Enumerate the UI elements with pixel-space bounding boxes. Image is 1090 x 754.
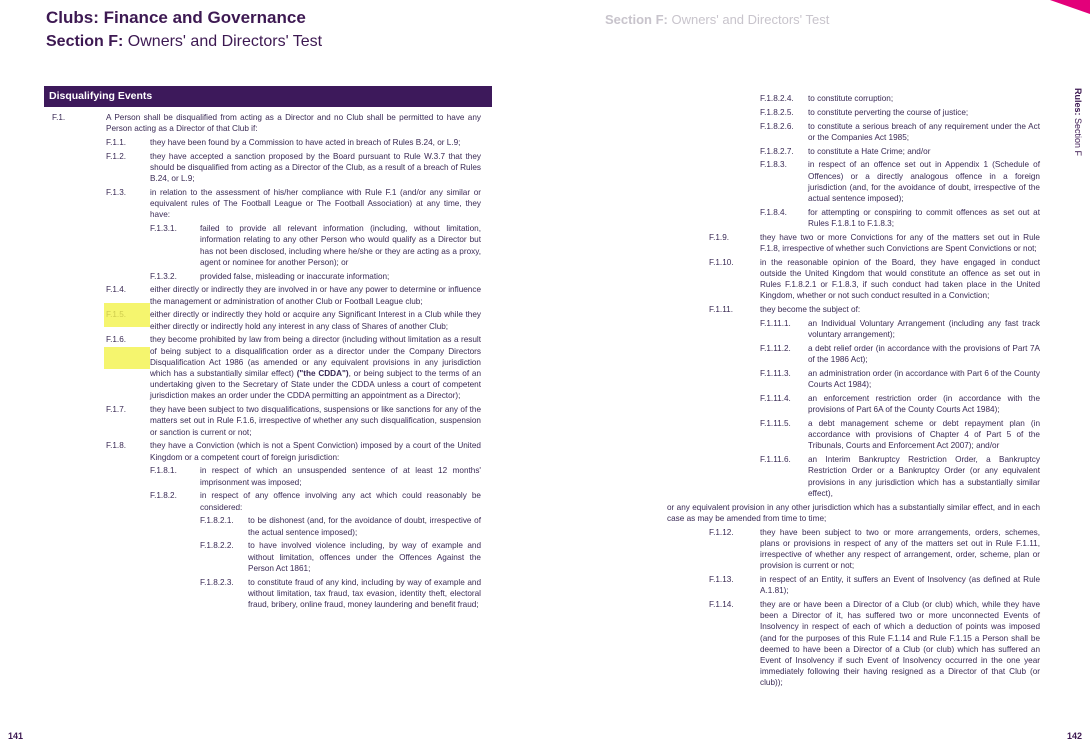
highlight-f-1-4 xyxy=(104,303,150,327)
clause-number: F.1.8.2.4. xyxy=(760,94,794,103)
clause-number: F.1.11.3. xyxy=(760,369,791,378)
clause-text-main: in respect of an Entity, it suffers an Event of Insolvency (as defined at Rule A.1.81); xyxy=(760,575,1040,596)
clause-text-main: to constitute fraud of any kind, including by way of example and without limitation, tax fraud, tax evasion, identity theft, electoral fraud, bribery, online fraud, money laundering and benefit fraud; xyxy=(248,577,481,610)
clause-row xyxy=(52,223,481,268)
right-section-name: Owners' and Directors' Test xyxy=(671,12,830,27)
clause-text-main: in relation to the assessment of his/her compliance with Rule F.1 (and/or any similar or equivalent rules of The Football League or The Football Association) at any time, they have: xyxy=(150,188,481,220)
clause-text xyxy=(808,454,1040,499)
clause-number: F.1.11.1. xyxy=(760,319,791,328)
clause-number: F.1.9. xyxy=(709,232,730,242)
clause-number: F.1.13. xyxy=(709,575,734,585)
clause-text xyxy=(760,232,1040,254)
clause-number: F.1.12. xyxy=(709,527,734,537)
clause-row xyxy=(667,502,1040,524)
clause-text-main: an Individual Voluntary Arrangement (including any fast track voluntary arrangement); xyxy=(808,319,1040,340)
clause-text xyxy=(248,577,481,611)
clause-row xyxy=(667,599,1040,689)
clause-number: F.1.11.5. xyxy=(760,419,791,428)
clause-text xyxy=(808,318,1040,340)
clause-row xyxy=(667,318,1040,340)
right-section-prefix: Section F: xyxy=(605,12,668,27)
clause-number: F.1.8.2.3. xyxy=(200,577,234,587)
page-number-right: 142 xyxy=(1066,731,1082,741)
clause-number: F.1.14. xyxy=(709,600,734,610)
clause-number: F.1.8.2.5. xyxy=(760,107,794,117)
clause-row xyxy=(667,146,1040,157)
clause-number: F.1.8.2.1. xyxy=(200,516,234,526)
section-heading xyxy=(46,33,322,51)
clause-text xyxy=(760,527,1040,572)
clause-row xyxy=(667,343,1040,365)
clause-row xyxy=(52,151,481,185)
clause-text xyxy=(808,93,1040,104)
clause-row xyxy=(667,207,1040,229)
clause-number: F.1.8.4. xyxy=(760,207,787,217)
clause-text-main: in respect of an offence set out in Appendix 1 (Schedule of Offences) or a directly analogous offence in a foreign jurisdiction (and, for the avoidance of doubt, irrespective of the actual sentence imposed); xyxy=(808,160,1040,203)
clause-number: F.1.10. xyxy=(709,257,734,267)
clause-number: F.1.8.1. xyxy=(150,466,177,476)
clause-number: F.1.8. xyxy=(106,441,127,451)
clause-row xyxy=(667,93,1040,104)
sidebar-label-rest: Section F xyxy=(1073,118,1083,157)
clause-text xyxy=(808,146,1040,157)
clause-text-main: an enforcement restriction order (in accordance with the provisions of Part 6A of the County Courts Act 1984); xyxy=(808,394,1040,415)
clause-text xyxy=(200,271,481,282)
clause-text xyxy=(808,207,1040,229)
clause-number: F.1.8.2.7. xyxy=(760,146,794,156)
clause-text xyxy=(808,121,1040,143)
section-prefix: Section F: xyxy=(46,33,124,50)
clause-row xyxy=(52,440,481,462)
clause-text-main: for attempting or conspiring to commit offences as set out at Rules F.1.8.1 to F.1.8.3; xyxy=(808,207,1040,228)
clause-row xyxy=(667,304,1040,315)
clause-row xyxy=(52,515,481,537)
clause-number: F.1.11. xyxy=(709,305,733,315)
clause-text xyxy=(150,404,481,438)
clause-text-cont: , or being subject to the terms of an undertaking given to the Secretary of State under the CDDA unless a court of competent jurisdiction makes an order under the CDDA permitting an appointment as a Director); xyxy=(150,369,481,401)
clause-text-main: in respect of which an unsuspended sentence of at least 12 months' imprisonment was imposed; xyxy=(200,466,481,487)
clause-text-main: in the reasonable opinion of the Board, they have engaged in conduct outside the United Kingdom that would constitute an offence as set out in Rules F.1.8.2.1 or F.1.8.3, if such conduct had taken place in the United Kingdom, whether or not such conduct resulted in a Conviction; xyxy=(760,257,1040,301)
highlight-f-1-5 xyxy=(104,347,150,369)
clause-number: F.1.8.2.2. xyxy=(200,541,234,551)
clause-row xyxy=(52,577,481,611)
clause-number: F.1.7. xyxy=(106,405,127,415)
section-heading-bar: Disqualifying Events xyxy=(44,86,492,107)
clause-row xyxy=(52,540,481,574)
clause-number: F.1.2. xyxy=(106,151,127,161)
clause-row xyxy=(52,465,481,487)
clause-text-main: to have involved violence including, by way of example and without limitation, offences under the Offences Against the Person Act 1861; xyxy=(248,541,481,573)
clause-row xyxy=(52,490,481,512)
clause-text-main: provided false, misleading or inaccurate information; xyxy=(200,271,390,281)
clause-number: F.1.3.2. xyxy=(150,271,177,281)
clause-number: F.1.8.2.6. xyxy=(760,121,794,131)
clause-text xyxy=(248,540,481,574)
clause-text-main: they have a Conviction (which is not a Spent Conviction) imposed by a court of the United Kingdom or a competent court of foreign jurisdiction: xyxy=(150,441,481,462)
clause-text xyxy=(760,304,1040,315)
clause-row xyxy=(52,271,481,282)
clause-text xyxy=(760,257,1040,302)
clause-text xyxy=(808,343,1040,365)
clause-text xyxy=(808,418,1040,452)
clause-row xyxy=(667,454,1040,499)
clause-text xyxy=(760,574,1040,596)
clause-text-main: they have accepted a sanction proposed by the Board pursuant to Rule W.3.7 that they should be disqualified from acting as a Director of the Club, as a result of a breach of Rules B.24, or L.9; xyxy=(150,151,481,184)
clause-text-main: to constitute corruption; xyxy=(808,94,894,103)
clause-row xyxy=(667,527,1040,572)
clause-number: F.1.11.2. xyxy=(760,344,791,353)
clause-text xyxy=(808,393,1040,415)
sidebar-section-label xyxy=(1073,88,1083,156)
clause-number: F.1.11.4. xyxy=(760,394,791,403)
clause-text-main: to constitute perverting the course of justice; xyxy=(808,107,969,117)
clause-text-main: a debt relief order (in accordance with the provisions of Part 7A of the 1986 Act); xyxy=(808,344,1040,365)
clause-number: F.1.11.6. xyxy=(760,455,791,465)
clause-text-main: in respect of any offence involving any act which could reasonably be considered: xyxy=(200,491,481,512)
page-number-left: 141 xyxy=(8,731,24,741)
clause-text xyxy=(150,334,481,401)
clause-row xyxy=(667,257,1040,302)
clause-row xyxy=(52,404,481,438)
clause-text-main: failed to provide all relevant information (including, without limitation, information relating to any other Person who would qualify as a Director but has not been disclosed, including where he/she or they are acting as a proxy, agent or nominee for another Person); or xyxy=(200,224,481,267)
clause-text xyxy=(150,151,481,185)
clause-text-main: either directly or indirectly they hold or acquire any Significant Interest in a Club while they either directly or indirectly hold any interest in any class of Shares of another Club; xyxy=(150,310,481,331)
clause-text-main: or any equivalent provision in any other jurisdiction which has a substantially similar effect, and in each case as may be amended from time to time; xyxy=(667,502,1040,523)
clause-text xyxy=(760,599,1040,689)
clause-text xyxy=(667,502,1040,524)
corner-tab xyxy=(1050,0,1090,14)
clause-number: F.1.4. xyxy=(106,285,127,295)
clause-defined-term: ("the CDDA") xyxy=(296,369,349,379)
clause-number: F.1. xyxy=(52,113,66,122)
clause-text-main: they become prohibited by law from being a director (including without limitation as a result of being subject to a disqualification order as a director under the Company Directors Disqualification Act 1986 (as amended or any equivalent provisions in any jurisdiction which has a substantially similar effect) xyxy=(150,335,481,379)
clause-text xyxy=(200,490,481,512)
clause-text-main: to constitute a serious breach of any requirement under the Act or the Companies Act 1985; xyxy=(808,121,1040,142)
section-name: Owners' and Directors' Test xyxy=(127,33,323,50)
clause-text-main: they have been subject to two or more arrangements, orders, schemes, plans or provisions in respect of any of the matters set out in Rule F.1.11, irrespective of whether any respect of arrangement, order, scheme, plan or provision is current or not; xyxy=(760,527,1040,571)
clause-text-main: an administration order (in accordance with Part 6 of the County Courts Act 1984); xyxy=(808,369,1040,390)
clause-text-main: they are or have been a Director of a Club (or club) which, while they have been a Director of it, has suffered two or more unconnected Events of Insolvency in respect of each of which a deduction of points was imposed (and for the purposes of this Rule F.1.14 and Rule F.1.15 a Person shall be deemed to have been a Director of a Club (or club) which has suffered an Event of Insolvency if such Event of Insolvency occurred in the one year immediately following their having resigned as a Director of that Club (or club)); xyxy=(760,600,1040,688)
clause-row xyxy=(52,137,481,148)
clause-row xyxy=(667,368,1040,390)
clause-row xyxy=(667,159,1040,204)
clause-text xyxy=(808,159,1040,204)
clause-number: F.1.3. xyxy=(106,188,127,197)
clause-text xyxy=(808,107,1040,118)
clause-text-main: to constitute a Hate Crime; and/or xyxy=(808,146,931,156)
clause-text-main: either directly or indirectly they are involved in or have any power to determine or influence the management or administration of another Club or Football League club; xyxy=(150,285,481,306)
clause-row xyxy=(667,393,1040,415)
right-column xyxy=(667,93,1040,691)
clause-text-main: to be dishonest (and, for the avoidance of doubt, irrespective of the actual sentence imposed); xyxy=(248,516,481,537)
clause-number: F.1.6. xyxy=(106,335,127,345)
clause-text xyxy=(200,465,481,487)
clause-text xyxy=(150,187,481,221)
clause-row xyxy=(52,187,481,221)
clause-number: F.1.8.3. xyxy=(760,160,787,170)
clause-number: F.1.1. xyxy=(106,138,127,147)
clause-row xyxy=(667,574,1040,596)
clause-row xyxy=(52,112,481,134)
clause-row xyxy=(667,121,1040,143)
clause-text-main: they have two or more Convictions for any of the matters set out in Rule F.1.8, irrespective of whether such Convictions are Spent Convictions or not; xyxy=(760,232,1040,253)
right-page-heading xyxy=(605,12,829,27)
clause-text-main: A Person shall be disqualified from acting as a Director and no Club shall be permitted to have any Person acting as a Director of that Club if: xyxy=(106,113,481,134)
clause-text xyxy=(808,368,1040,390)
clause-row xyxy=(667,107,1040,118)
clause-row xyxy=(667,418,1040,452)
clause-text-main: an Interim Bankruptcy Restriction Order, a Bankruptcy Restriction Order or a Bankruptcy Order (or any equivalent provisions in any jurisdiction which has a substantially similar effect), xyxy=(808,455,1040,498)
clause-text-main: they have been found by a Commission to have acted in breach of Rules B.24, or L.9; xyxy=(150,138,461,147)
sidebar-label-bold: Rules: xyxy=(1073,88,1083,116)
clause-text xyxy=(150,137,481,148)
clause-text xyxy=(200,223,481,268)
clause-text-main: they have been subject to two disqualifications, suspensions or like sanctions for any of the matters set out in Rule F.1.6, irrespective of whether any such disqualification, suspension or sanction is current or not; xyxy=(150,405,481,437)
clause-text-main: a debt management scheme or debt repayment plan (in accordance with provisions of Chapter 4 of Part 5 of the Tribunals, Courts and Enforcement Act 2007); and/or xyxy=(808,419,1040,451)
document-title: Clubs: Finance and Governance xyxy=(46,8,306,27)
clause-number: F.1.3.1. xyxy=(150,224,177,234)
clause-text xyxy=(150,284,481,306)
clause-text xyxy=(150,440,481,462)
clause-text xyxy=(150,309,481,331)
clause-number: F.1.8.2. xyxy=(150,491,177,501)
clause-text xyxy=(106,112,481,134)
clause-text-main: they become the subject of: xyxy=(760,305,861,315)
clause-row xyxy=(667,232,1040,254)
clause-text xyxy=(248,515,481,537)
